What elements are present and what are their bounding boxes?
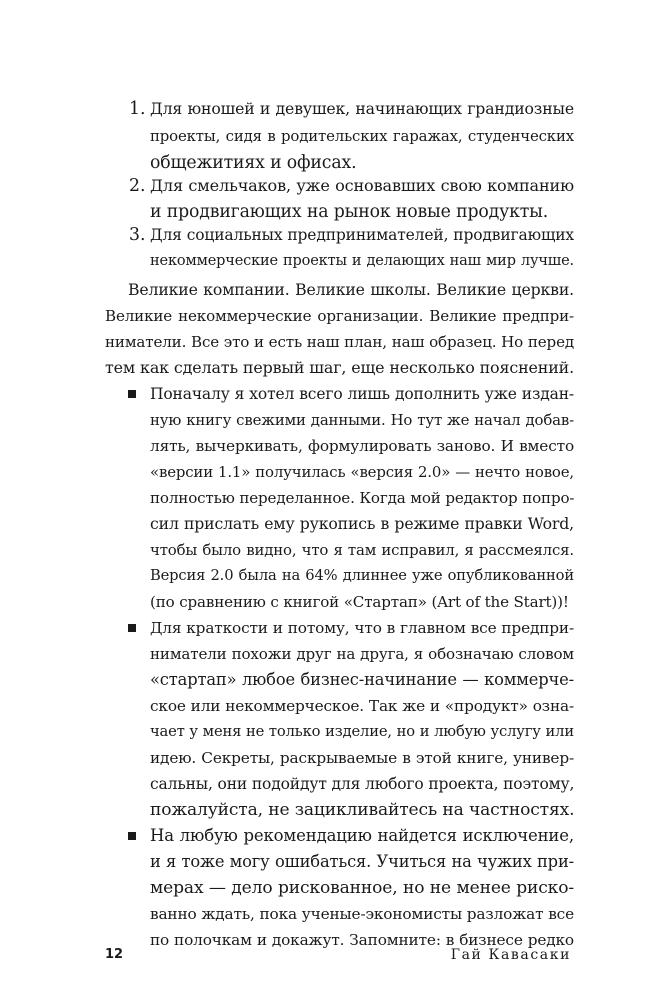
list-item-line: некоммерческие проекты и делающих наш мир лучше. (150, 253, 574, 269)
bullet-line: мерах — дело рискованное, но не менее риско- (150, 878, 574, 898)
bullet-line: Для краткости и потому, что в главном все предпри- (150, 619, 574, 637)
list-item-line: Для смельчаков, уже основавших свою компанию (150, 176, 574, 195)
bullet-line: чает у меня не только изделие, но и любую услугу или (150, 723, 574, 740)
list-item-line: и продвигающих на рынок новые продукты. (150, 202, 549, 222)
list-item-line: общежитиях и офисах. (150, 153, 357, 173)
bullet-line: пожалуйста, не зацикливайтесь на частностях. (150, 800, 575, 820)
bullet-line: «стартап» любое бизнес-начинание — коммерче- (150, 670, 574, 689)
paragraph-line: Великие некоммерческие организации. Великие предпри- (105, 307, 574, 325)
bullet-line: Поначалу я хотел всего лишь дополнить уже издан- (150, 385, 574, 403)
bullet-line: сальны, они подойдут для любого проекта, поэтому, (150, 775, 575, 793)
bullet-line: (по сравнению с книгой «Стартап» (Art of the Start))! (150, 593, 569, 611)
list-item-line: Для социальных предпринимателей, продвигающих (150, 226, 574, 244)
running-head: Гай Кавасаки (450, 947, 571, 963)
paragraph-line: ниматели. Все это и есть наш план, наш образец. Но перед (105, 333, 574, 351)
bullet-line: по полочкам и докажут. Запомните: в бизнесе редко (150, 931, 574, 949)
paragraph-line: тем как сделать первый шаг, еще несколько пояснений. (105, 358, 574, 377)
bullet-square-icon (128, 832, 136, 840)
bullet-line: лять, вычеркивать, формулировать заново. И вместо (150, 437, 574, 455)
bullet-line: ную книгу свежими данными. Но тут же начал добав- (150, 411, 574, 429)
bullet-line: «версии 1.1» получилась «версия 2.0» — нечто новое, (150, 463, 574, 481)
list-number: 3. (129, 225, 146, 245)
bullet-line: полностью переделанное. Когда мой редактор попро- (150, 489, 575, 507)
bullet-line: сил прислать ему рукопись в режиме правки Word, (150, 514, 574, 533)
bullet-line: ское или некоммерческое. Так же и «продукт» озна- (150, 697, 574, 715)
bullet-square-icon (128, 624, 136, 632)
bullet-line: ванно ждать, пока ученые-экономисты разложат все (150, 905, 574, 923)
bullet-line: ниматели похожи друг на друга, я обозначаю словом (150, 645, 574, 663)
list-number: 1. (129, 99, 146, 119)
list-item-line: проекты, сидя в родительских гаражах, студенческих (150, 127, 574, 145)
bullet-line: идею. Секреты, раскрываемые в этой книге, универ- (150, 749, 574, 767)
paragraph-line: Великие компании. Великие школы. Великие церкви. (128, 280, 574, 299)
list-item-line: Для юношей и девушек, начинающих грандиозные (150, 99, 574, 118)
bullet-line: На любую рекомендацию найдется исключение, (150, 826, 574, 845)
bullet-line: чтобы было видно, что я там исправил, я рассмеялся. (150, 541, 574, 559)
page-number: 12 (105, 947, 124, 962)
bullet-line: Версия 2.0 была на 64% длиннее уже опубликованной (150, 567, 574, 584)
bullet-square-icon (128, 390, 136, 398)
list-number: 2. (129, 176, 146, 196)
bullet-line: и я тоже могу ошибаться. Учиться на чужих при- (150, 852, 574, 871)
